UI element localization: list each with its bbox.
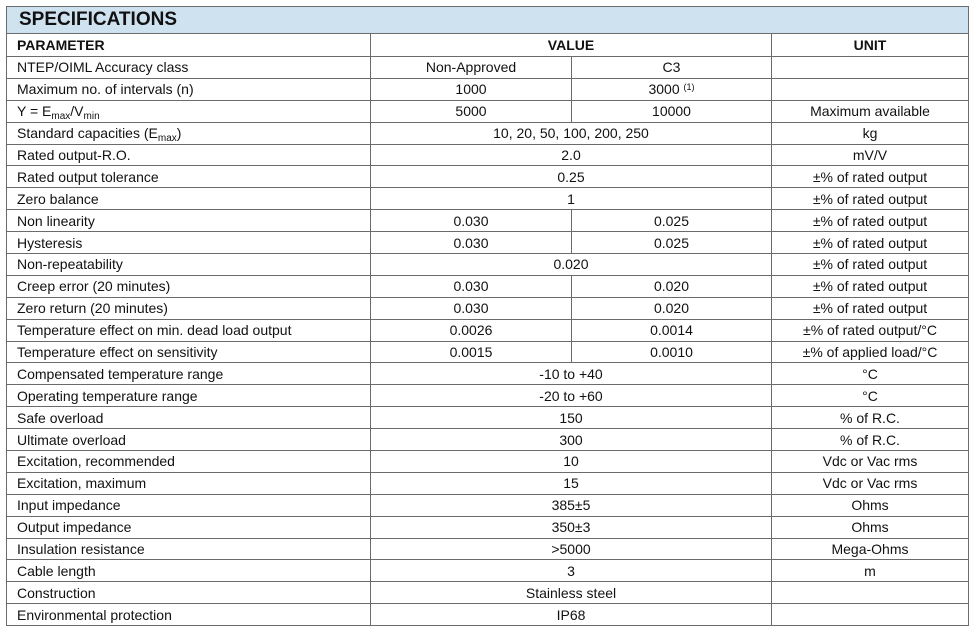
unit-cell: Maximum available bbox=[772, 100, 969, 122]
table-row bbox=[7, 560, 969, 582]
param-cell: Non linearity bbox=[7, 210, 371, 232]
table-row bbox=[7, 210, 969, 232]
value-cell: 350±3 bbox=[371, 516, 772, 538]
param-cell: Construction bbox=[7, 582, 371, 604]
value-cell: 10, 20, 50, 100, 200, 250 bbox=[371, 122, 772, 144]
header-parameter: PARAMETER bbox=[7, 34, 371, 57]
unit-cell: % of R.C. bbox=[772, 407, 969, 429]
value-cell: 300 bbox=[371, 429, 772, 451]
param-cell: Zero balance bbox=[7, 188, 371, 210]
value-cell: 0.030 bbox=[371, 297, 572, 319]
param-cell: NTEP/OIML Accuracy class bbox=[7, 57, 371, 79]
value-cell: IP68 bbox=[371, 604, 772, 626]
unit-cell: m bbox=[772, 560, 969, 582]
value-cell: 3 bbox=[371, 560, 772, 582]
param-cell: Excitation, maximum bbox=[7, 472, 371, 494]
unit-cell: kg bbox=[772, 122, 969, 144]
value-cell: 1 bbox=[371, 188, 772, 210]
param-text: ) bbox=[176, 125, 182, 142]
value-cell: 0.020 bbox=[371, 254, 772, 276]
unit-cell: ±% of rated output bbox=[772, 297, 969, 319]
unit-cell: Vdc or Vac rms bbox=[772, 472, 969, 494]
param-subscript: max bbox=[157, 133, 177, 145]
table-row bbox=[7, 166, 969, 188]
table-row bbox=[7, 254, 969, 276]
param-cell bbox=[7, 122, 371, 144]
table-row bbox=[7, 582, 969, 604]
param-cell: Cable length bbox=[7, 560, 371, 582]
table-row bbox=[7, 319, 969, 341]
table-row bbox=[7, 78, 969, 100]
param-cell: Environmental protection bbox=[7, 604, 371, 626]
table-row bbox=[7, 188, 969, 210]
unit-cell: ±% of rated output bbox=[772, 275, 969, 297]
value-cell: -20 to +60 bbox=[371, 385, 772, 407]
value-cell: 0.030 bbox=[371, 275, 572, 297]
unit-cell: Mega-Ohms bbox=[772, 538, 969, 560]
specifications-panel bbox=[6, 6, 968, 626]
param-cell: Hysteresis bbox=[7, 232, 371, 254]
unit-cell: ±% of rated output bbox=[772, 210, 969, 232]
value-cell: Non-Approved bbox=[371, 57, 572, 79]
footnote-marker: (1) bbox=[683, 82, 695, 93]
value-cell: 0.0014 bbox=[572, 319, 772, 341]
header-row bbox=[7, 34, 969, 57]
value-cell: 10 bbox=[371, 451, 772, 473]
unit-cell bbox=[772, 604, 969, 626]
table-row bbox=[7, 122, 969, 144]
value-cell: 0.025 bbox=[572, 232, 772, 254]
value-cell: 0.030 bbox=[371, 232, 572, 254]
unit-cell: °C bbox=[772, 385, 969, 407]
param-cell: Non-repeatability bbox=[7, 254, 371, 276]
table-row bbox=[7, 604, 969, 626]
value-cell: 0.0015 bbox=[371, 341, 572, 363]
param-cell: Zero return (20 minutes) bbox=[7, 297, 371, 319]
value-cell: 0.020 bbox=[572, 297, 772, 319]
param-subscript: min bbox=[83, 111, 100, 123]
value-cell: 0.0026 bbox=[371, 319, 572, 341]
param-text: Standard capacities (E bbox=[17, 125, 158, 142]
table-row bbox=[7, 494, 969, 516]
unit-cell: ±% of rated output bbox=[772, 188, 969, 210]
table-row bbox=[7, 275, 969, 297]
unit-cell: ±% of rated output bbox=[772, 254, 969, 276]
unit-cell: % of R.C. bbox=[772, 429, 969, 451]
value-cell: 0.0010 bbox=[572, 341, 772, 363]
value-cell: 1000 bbox=[371, 78, 572, 100]
table-row bbox=[7, 341, 969, 363]
table-row bbox=[7, 538, 969, 560]
param-cell: Rated output-R.O. bbox=[7, 144, 371, 166]
param-cell: Compensated temperature range bbox=[7, 363, 371, 385]
table-row bbox=[7, 297, 969, 319]
table-title: SPECIFICATIONS bbox=[7, 7, 969, 34]
table-row bbox=[7, 429, 969, 451]
param-cell: Creep error (20 minutes) bbox=[7, 275, 371, 297]
value-cell: 15 bbox=[371, 472, 772, 494]
param-cell: Output impedance bbox=[7, 516, 371, 538]
unit-cell: °C bbox=[772, 363, 969, 385]
table-row bbox=[7, 472, 969, 494]
value-cell: 5000 bbox=[371, 100, 572, 122]
table-row bbox=[7, 451, 969, 473]
unit-cell: ±% of applied load/°C bbox=[772, 341, 969, 363]
value-cell: Stainless steel bbox=[371, 582, 772, 604]
param-cell: Temperature effect on sensitivity bbox=[7, 341, 371, 363]
table-row bbox=[7, 57, 969, 79]
unit-cell: Ohms bbox=[772, 516, 969, 538]
param-cell: Rated output tolerance bbox=[7, 166, 371, 188]
unit-cell: Vdc or Vac rms bbox=[772, 451, 969, 473]
unit-cell: ±% of rated output bbox=[772, 232, 969, 254]
unit-cell bbox=[772, 78, 969, 100]
param-text: Y = E bbox=[17, 103, 52, 120]
value-cell bbox=[572, 78, 772, 100]
table-row bbox=[7, 232, 969, 254]
table-row bbox=[7, 100, 969, 122]
value-cell: 0.025 bbox=[572, 210, 772, 232]
value-cell: 150 bbox=[371, 407, 772, 429]
param-cell bbox=[7, 100, 371, 122]
value-cell: 0.030 bbox=[371, 210, 572, 232]
param-cell: Temperature effect on min. dead load output bbox=[7, 319, 371, 341]
param-cell: Operating temperature range bbox=[7, 385, 371, 407]
param-cell: Input impedance bbox=[7, 494, 371, 516]
value-cell: 0.020 bbox=[572, 275, 772, 297]
value-cell: 10000 bbox=[572, 100, 772, 122]
param-cell: Insulation resistance bbox=[7, 538, 371, 560]
value-cell: 385±5 bbox=[371, 494, 772, 516]
title-row bbox=[7, 7, 969, 34]
unit-cell: mV/V bbox=[772, 144, 969, 166]
value-cell: C3 bbox=[572, 57, 772, 79]
specifications-table bbox=[6, 6, 969, 626]
param-cell: Maximum no. of intervals (n) bbox=[7, 78, 371, 100]
value-text: 3000 bbox=[648, 81, 680, 98]
param-subscript: max bbox=[51, 111, 71, 123]
value-cell: 0.25 bbox=[371, 166, 772, 188]
unit-cell: Ohms bbox=[772, 494, 969, 516]
param-cell: Safe overload bbox=[7, 407, 371, 429]
table-row bbox=[7, 363, 969, 385]
table-row bbox=[7, 407, 969, 429]
value-cell: -10 to +40 bbox=[371, 363, 772, 385]
param-text: /V bbox=[70, 103, 84, 120]
value-cell: 2.0 bbox=[371, 144, 772, 166]
unit-cell: ±% of rated output bbox=[772, 166, 969, 188]
header-unit: UNIT bbox=[772, 34, 969, 57]
table-row bbox=[7, 385, 969, 407]
param-cell: Excitation, recommended bbox=[7, 451, 371, 473]
table-row bbox=[7, 144, 969, 166]
value-cell: >5000 bbox=[371, 538, 772, 560]
param-cell: Ultimate overload bbox=[7, 429, 371, 451]
header-value: VALUE bbox=[371, 34, 772, 57]
unit-cell bbox=[772, 57, 969, 79]
unit-cell bbox=[772, 582, 969, 604]
unit-cell: ±% of rated output/°C bbox=[772, 319, 969, 341]
table-row bbox=[7, 516, 969, 538]
